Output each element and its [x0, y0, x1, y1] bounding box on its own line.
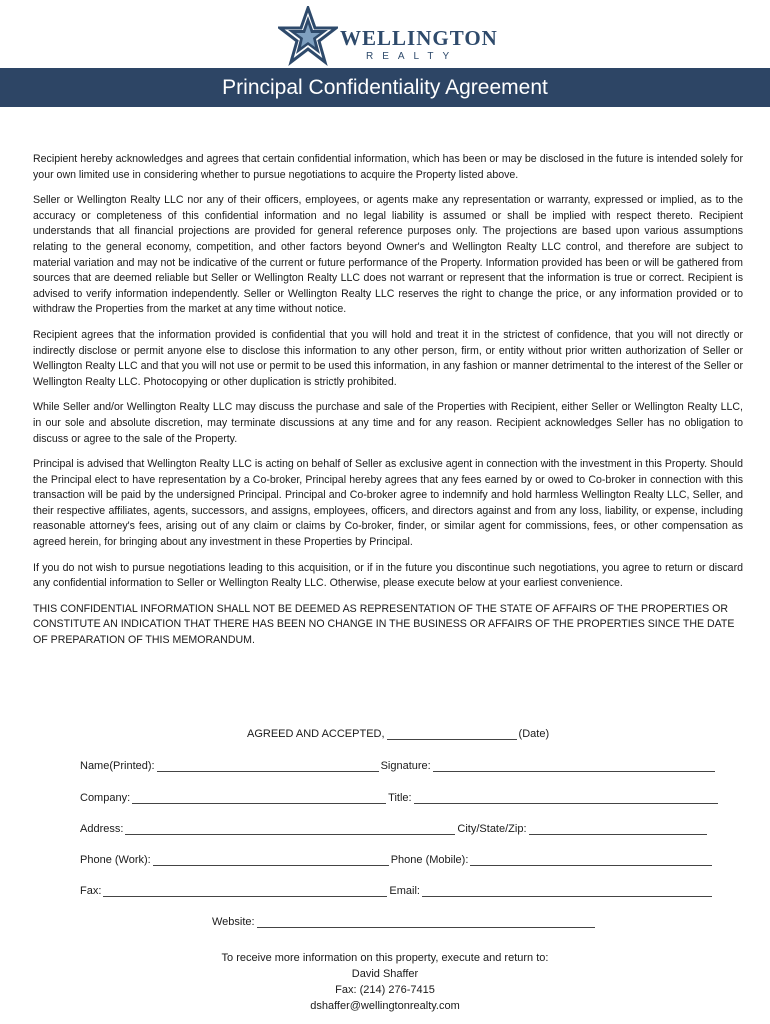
contact-intro: To receive more information on this property, execute and return to: [221, 952, 549, 964]
phone-work-label: Phone (Work): [80, 854, 151, 866]
fax-row [80, 885, 714, 897]
contact-fax: Fax: (214) 276-7415 [335, 984, 435, 996]
page-title: Principal Confidentiality Agreement [222, 76, 548, 99]
date-field[interactable] [387, 729, 517, 740]
signature-label: Signature: [380, 760, 431, 772]
paragraph-6: If you do not wish to pursue negotiations leading to this acquisition, or if in the future you discontinue such negotiations, you agree to return or discard any confidential information to Seller or Wellington Realty LLC. Otherwise, please execute below at your earliest convenience. [33, 561, 743, 590]
name-label: Name(Printed): [80, 760, 155, 772]
phone-mobile-field[interactable] [470, 855, 712, 866]
date-label: (Date) [518, 728, 550, 740]
phone-work-field[interactable] [153, 855, 389, 866]
city-field[interactable] [529, 824, 707, 835]
fax-label: Fax: [80, 885, 102, 897]
agreed-label: AGREED AND ACCEPTED, [247, 728, 385, 740]
paragraph-5: Principal is advised that Wellington Realty LLC is acting on behalf of Seller as exclusive agent in connection with the investment in this Property. Should the Principal elect to have representation by a Co-broker, Principal hereby agrees that any fees earned by or owed to Co-broker in connection with this transaction will be paid by the undersigned Principal. Principal and Co-broker agree to indemnify and hold harmless Wellington Realty LLC, Seller, and their respective affiliates, agents, successors, and assigns, employees, officers, and directors against and from any loss, liability, or expense, including reasonable attorney's fees, arising out of any claim or claims by Co-broker, finder, or similar agent for commissions, fees, or other compensation as agreed herein, for bringing about any investment in these Properties by Principal. [33, 458, 743, 549]
paragraph-4: While Seller and/or Wellington Realty LLC may discuss the purchase and sale of the Properties with Recipient, either Seller or Wellington Realty LLC, in our sole and absolute discretion, may terminate discussions at any time and for any reason. Recipient acknowledges Seller has no obligation to discuss or agree to the sale of the Property. [33, 401, 743, 445]
website-row [212, 916, 597, 928]
address-field[interactable] [125, 824, 455, 835]
brand-sub: REALTY [366, 51, 459, 62]
fax-field[interactable] [103, 886, 387, 897]
email-field[interactable] [422, 886, 712, 897]
contact-email: dshaffer@wellingtonrealty.com [310, 1000, 460, 1012]
paragraph-2: Seller or Wellington Realty LLC nor any of their officers, employees, or agents make any representation or warranty, expressed or implied, as to the accuracy or completeness of this confidential information and no legal liability is assumed or shall be implied with respect thereto. Recipient understands that all financial projections are provided for general reference purposes only. The projections are based upon various assumptions relating to the general economy, competition, and other factors beyond Owner's and Wellington Realty LLC control, and therefore are subject to material variation and may not be indicative of the current or future performance of the Property. Information provided has been or will be gathered from sources that are deemed reliable but Seller or Wellington Realty LLC does not warrant or represent that the information is true or correct. Recipient is advised to verify information independently. Seller or Wellington Realty LLC reserves the right to change the price, or any information provided or to withdraw the Properties from the market at any time without notice. [33, 194, 743, 316]
phone-mobile-label: Phone (Mobile): [390, 854, 469, 866]
brand-logo [278, 6, 498, 68]
address-row [80, 823, 709, 835]
caps-notice: THIS CONFIDENTIAL INFORMATION SHALL NOT BE DEEMED AS REPRESENTATION OF THE STATE OF AFFAIRS OF THE PROPERTIES OR CONSTITUTE AN INDICATION THAT THERE HAS BEEN NO CHANGE IN THE BUSINESS OR AFFAIRS OF THE PROPERTIES SINCE THE DATE OF PREPARATION OF THIS MEMORANDUM. [33, 602, 735, 647]
agreement-body [33, 152, 743, 659]
email-label: Email: [389, 885, 420, 897]
city-label: City/State/Zip: [457, 823, 527, 835]
contact-block [0, 950, 770, 1014]
company-label: Company: [80, 792, 131, 804]
website-label: Website: [212, 916, 255, 928]
paragraph-1: Recipient hereby acknowledges and agrees that certain confidential information, which has been or may be disclosed in the future is intended solely for your own limited use in considering whether to pursue negotiations to acquire the Property listed above. [33, 153, 743, 181]
address-label: Address: [80, 823, 124, 835]
name-row [80, 760, 717, 772]
website-field[interactable] [257, 917, 595, 928]
brand-name: WELLINGTON [340, 26, 498, 50]
title-field[interactable] [414, 793, 718, 804]
title-label: Title: [388, 792, 412, 804]
contact-name: David Shaffer [351, 968, 419, 980]
name-field[interactable] [157, 761, 379, 772]
phone-row [80, 854, 714, 866]
company-field[interactable] [132, 793, 386, 804]
paragraph-3: Recipient agrees that the information provided is confidential that you will hold and treat it in the strictest of confidence, that you will not directly or indirectly disclose or permit anyone else to disclose this information to any other person, firm, or entity without prior written authorization of Seller or Wellington Realty LLC and that you will not use or permit to be used this information, in any fashion or manner detrimental to the interest of the Seller or Wellington Realty LLC. Photocopying or other duplication is strictly prohibited. [33, 328, 743, 388]
star-icon [278, 6, 338, 68]
agreed-row [247, 728, 549, 740]
signature-field[interactable] [433, 761, 715, 772]
company-row [80, 792, 720, 804]
title-banner [0, 68, 770, 107]
